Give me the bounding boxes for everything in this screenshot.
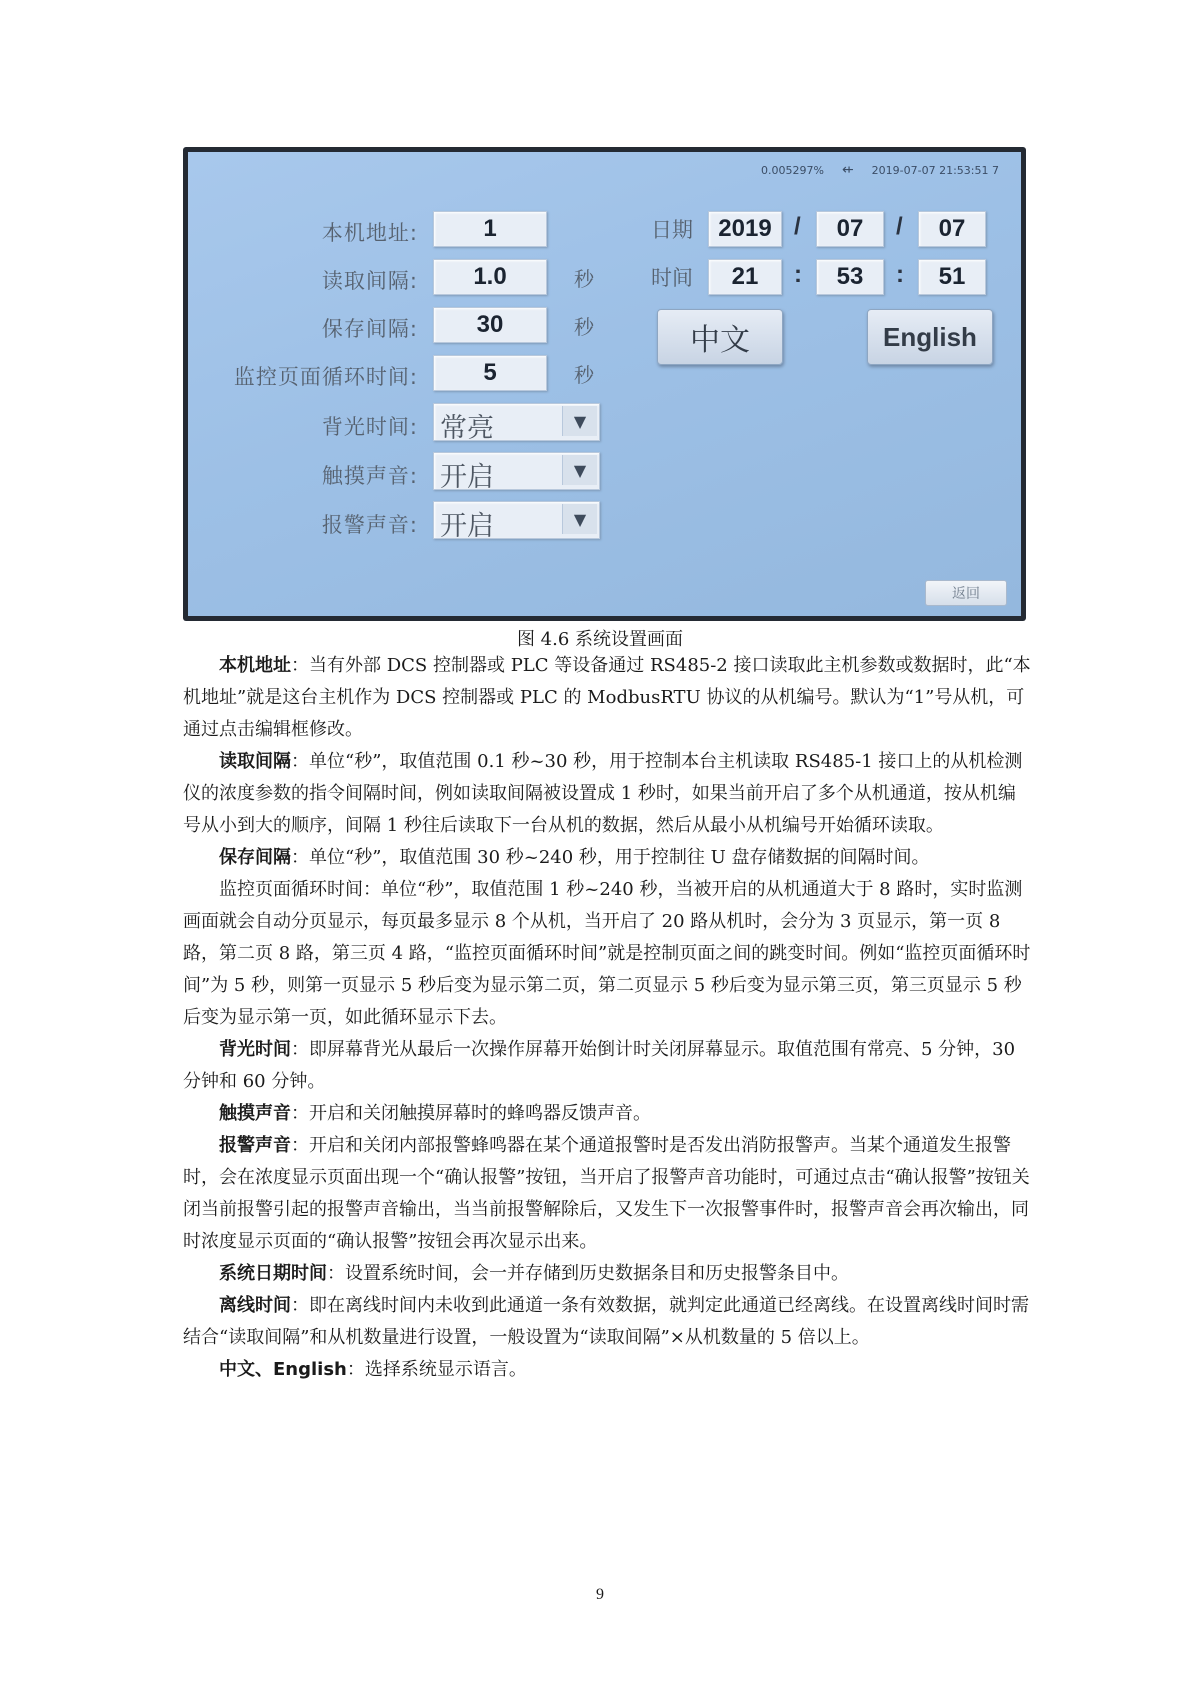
second-field[interactable]: 51 (918, 259, 986, 295)
paragraph (183, 1034, 1033, 1098)
paragraph-heading: 系统日期时间 (219, 1263, 327, 1284)
alarm-sound-select[interactable] (433, 501, 600, 542)
backlight-value: 常亮 (440, 413, 494, 444)
monitor-cycle-unit: 秒 (574, 363, 594, 387)
chevron-down-icon[interactable]: ▼ (562, 406, 597, 436)
paragraph-text: ：即屏幕背光从最后一次操作屏幕开始倒计时关闭屏幕显示。取值范围有常亮、5 分钟，30 分钟和 60 分钟。 (183, 1039, 1016, 1092)
save-interval-unit: 秒 (574, 315, 594, 339)
paragraph-text: ：当有外部 DCS 控制器或 PLC 等设备通过 RS485-2 接口读取此主机参数或数据时，此“本机地址”就是这台主机作为 DCS 控制器或 PLC 的 ModbusRTU 协议的从机编号。默认为“1”号从机，可通过点击编辑框修改。 (183, 655, 1031, 740)
backlight-label: 背光时间: (321, 415, 418, 439)
paragraph-heading: 中文、English (219, 1359, 347, 1380)
english-language-button[interactable]: English (867, 309, 993, 365)
paragraph (183, 1258, 1033, 1290)
touch-sound-value: 开启 (440, 462, 494, 493)
date-label: 日期 (651, 218, 693, 242)
chinese-language-button[interactable]: 中文 (657, 309, 783, 365)
paragraph-text: ：选择系统显示语言。 (346, 1359, 527, 1380)
day-field[interactable]: 07 (918, 211, 986, 247)
chevron-down-icon[interactable]: ▼ (562, 504, 597, 534)
paragraph-heading: 离线时间 (219, 1295, 291, 1316)
back-button[interactable]: 返回 (925, 580, 1007, 606)
paragraph (183, 1290, 1033, 1354)
usb-icon: ⇷ (841, 162, 854, 178)
document-body (183, 650, 1033, 1386)
paragraph-text: ：开启和关闭内部报警蜂鸣器在某个通道报警时是否发出消防报警声。当某个通道发生报警时，会在浓度显示页面出现一个“确认报警”按钮，当开启了报警声音功能时，可通过点击“确认报警”按钮关闭当前报警引起的报警声音输出，当当前报警解除后，又发生下一次报警事件时，报警声音会再次输出，同时浓度显示页面的“确认报警”按钮会再次显示出来。 (183, 1135, 1030, 1252)
month-field[interactable]: 07 (816, 211, 884, 247)
status-bar (761, 162, 999, 178)
paragraph (183, 842, 1033, 874)
year-field[interactable]: 2019 (708, 211, 782, 247)
alarm-sound-value: 开启 (440, 511, 494, 542)
paragraph (183, 650, 1033, 746)
read-interval-unit: 秒 (574, 267, 594, 291)
minute-field[interactable]: 53 (816, 259, 884, 295)
monitor-cycle-field[interactable]: 5 (433, 355, 547, 391)
touch-sound-select[interactable] (433, 452, 600, 493)
save-interval-label: 保存间隔: (321, 317, 418, 341)
read-interval-field[interactable]: 1.0 (433, 259, 547, 295)
paragraph-heading: 保存间隔 (219, 847, 291, 868)
paragraph-heading: 报警声音 (219, 1135, 291, 1156)
backlight-select[interactable] (433, 403, 600, 444)
paragraph-heading: 本机地址 (219, 655, 291, 676)
read-interval-label: 读取间隔: (321, 269, 418, 293)
paragraph (183, 1354, 1033, 1386)
paragraph-text: 监控页面循环时间：单位“秒”，取值范围 1 秒~240 秒，当被开启的从机通道大于 8 路时，实时监测画面就会自动分页显示，每页最多显示 8 个从机，当开启了 20 路从机时，会分为 3 页显示，第一页 8 路，第二页 8 路，第三页 4 路，“监控页面循环时间”就是控制页面之间的跳变时间。例如“监控页面循环时间”为 5 秒，则第一页显示 5 秒后变为显示第二页，第二页显示 5 秒后变为显示第三页，第三页显示 5 秒后变为显示第一页，如此循环显示下去。 (183, 879, 1031, 1028)
hour-field[interactable]: 21 (708, 259, 782, 295)
paragraph-heading: 背光时间 (219, 1039, 291, 1060)
paragraph (183, 1098, 1033, 1130)
paragraph-text: ：即在离线时间内未收到此通道一条有效数据，就判定此通道已经离线。在设置离线时间时需结合“读取间隔”和从机数量进行设置，一般设置为“读取间隔”×从机数量的 5 倍以上。 (183, 1295, 1029, 1348)
chevron-down-icon[interactable]: ▼ (562, 455, 597, 485)
monitor-cycle-label: 监控页面循环时间: (233, 365, 418, 389)
page-number: 9 (596, 1586, 604, 1603)
time-sep: : (896, 261, 904, 288)
paragraph-heading: 触摸声音 (219, 1103, 291, 1124)
save-interval-field[interactable]: 30 (433, 307, 547, 343)
alarm-sound-label: 报警声音: (321, 513, 418, 537)
date-sep: / (794, 213, 801, 240)
local-address-field[interactable]: 1 (433, 211, 547, 247)
time-label: 时间 (651, 266, 693, 290)
paragraph (183, 1130, 1033, 1258)
paragraph-text: ：设置系统时间，会一并存储到历史数据条目和历史报警条目中。 (327, 1263, 849, 1284)
date-sep: / (896, 213, 903, 240)
paragraph (183, 746, 1033, 842)
touch-sound-label: 触摸声音: (321, 464, 418, 488)
status-percent: 0.005297% (760, 163, 824, 177)
paragraph-text: ：单位“秒”，取值范围 0.1 秒~30 秒，用于控制本台主机读取 RS485-1 接口上的从机检测仪的浓度参数的指令间隔时间，例如读取间隔被设置成 1 秒时，如果当前开启了多个从机通道，按从机编号从小到大的顺序，间隔 1 秒往后读取下一台从机的数据，然后从最小从机编号开始循环读取。 (183, 751, 1023, 836)
figure-caption: 图 4.6 系统设置画面 (516, 629, 684, 650)
time-sep: : (794, 261, 802, 288)
status-datetime: 2019-07-07 21:53:51 7 (871, 163, 999, 177)
local-address-label: 本机地址: (321, 221, 418, 245)
paragraph-text: ：单位“秒”，取值范围 30 秒~240 秒，用于控制往 U 盘存储数据的间隔时间。 (291, 847, 930, 868)
paragraph-heading: 读取间隔 (219, 751, 291, 772)
screen-photo (183, 147, 1026, 621)
system-settings-screen (188, 152, 1021, 616)
paragraph (183, 874, 1033, 1034)
paragraph-text: ：开启和关闭触摸屏幕时的蜂鸣器反馈声音。 (291, 1103, 651, 1124)
